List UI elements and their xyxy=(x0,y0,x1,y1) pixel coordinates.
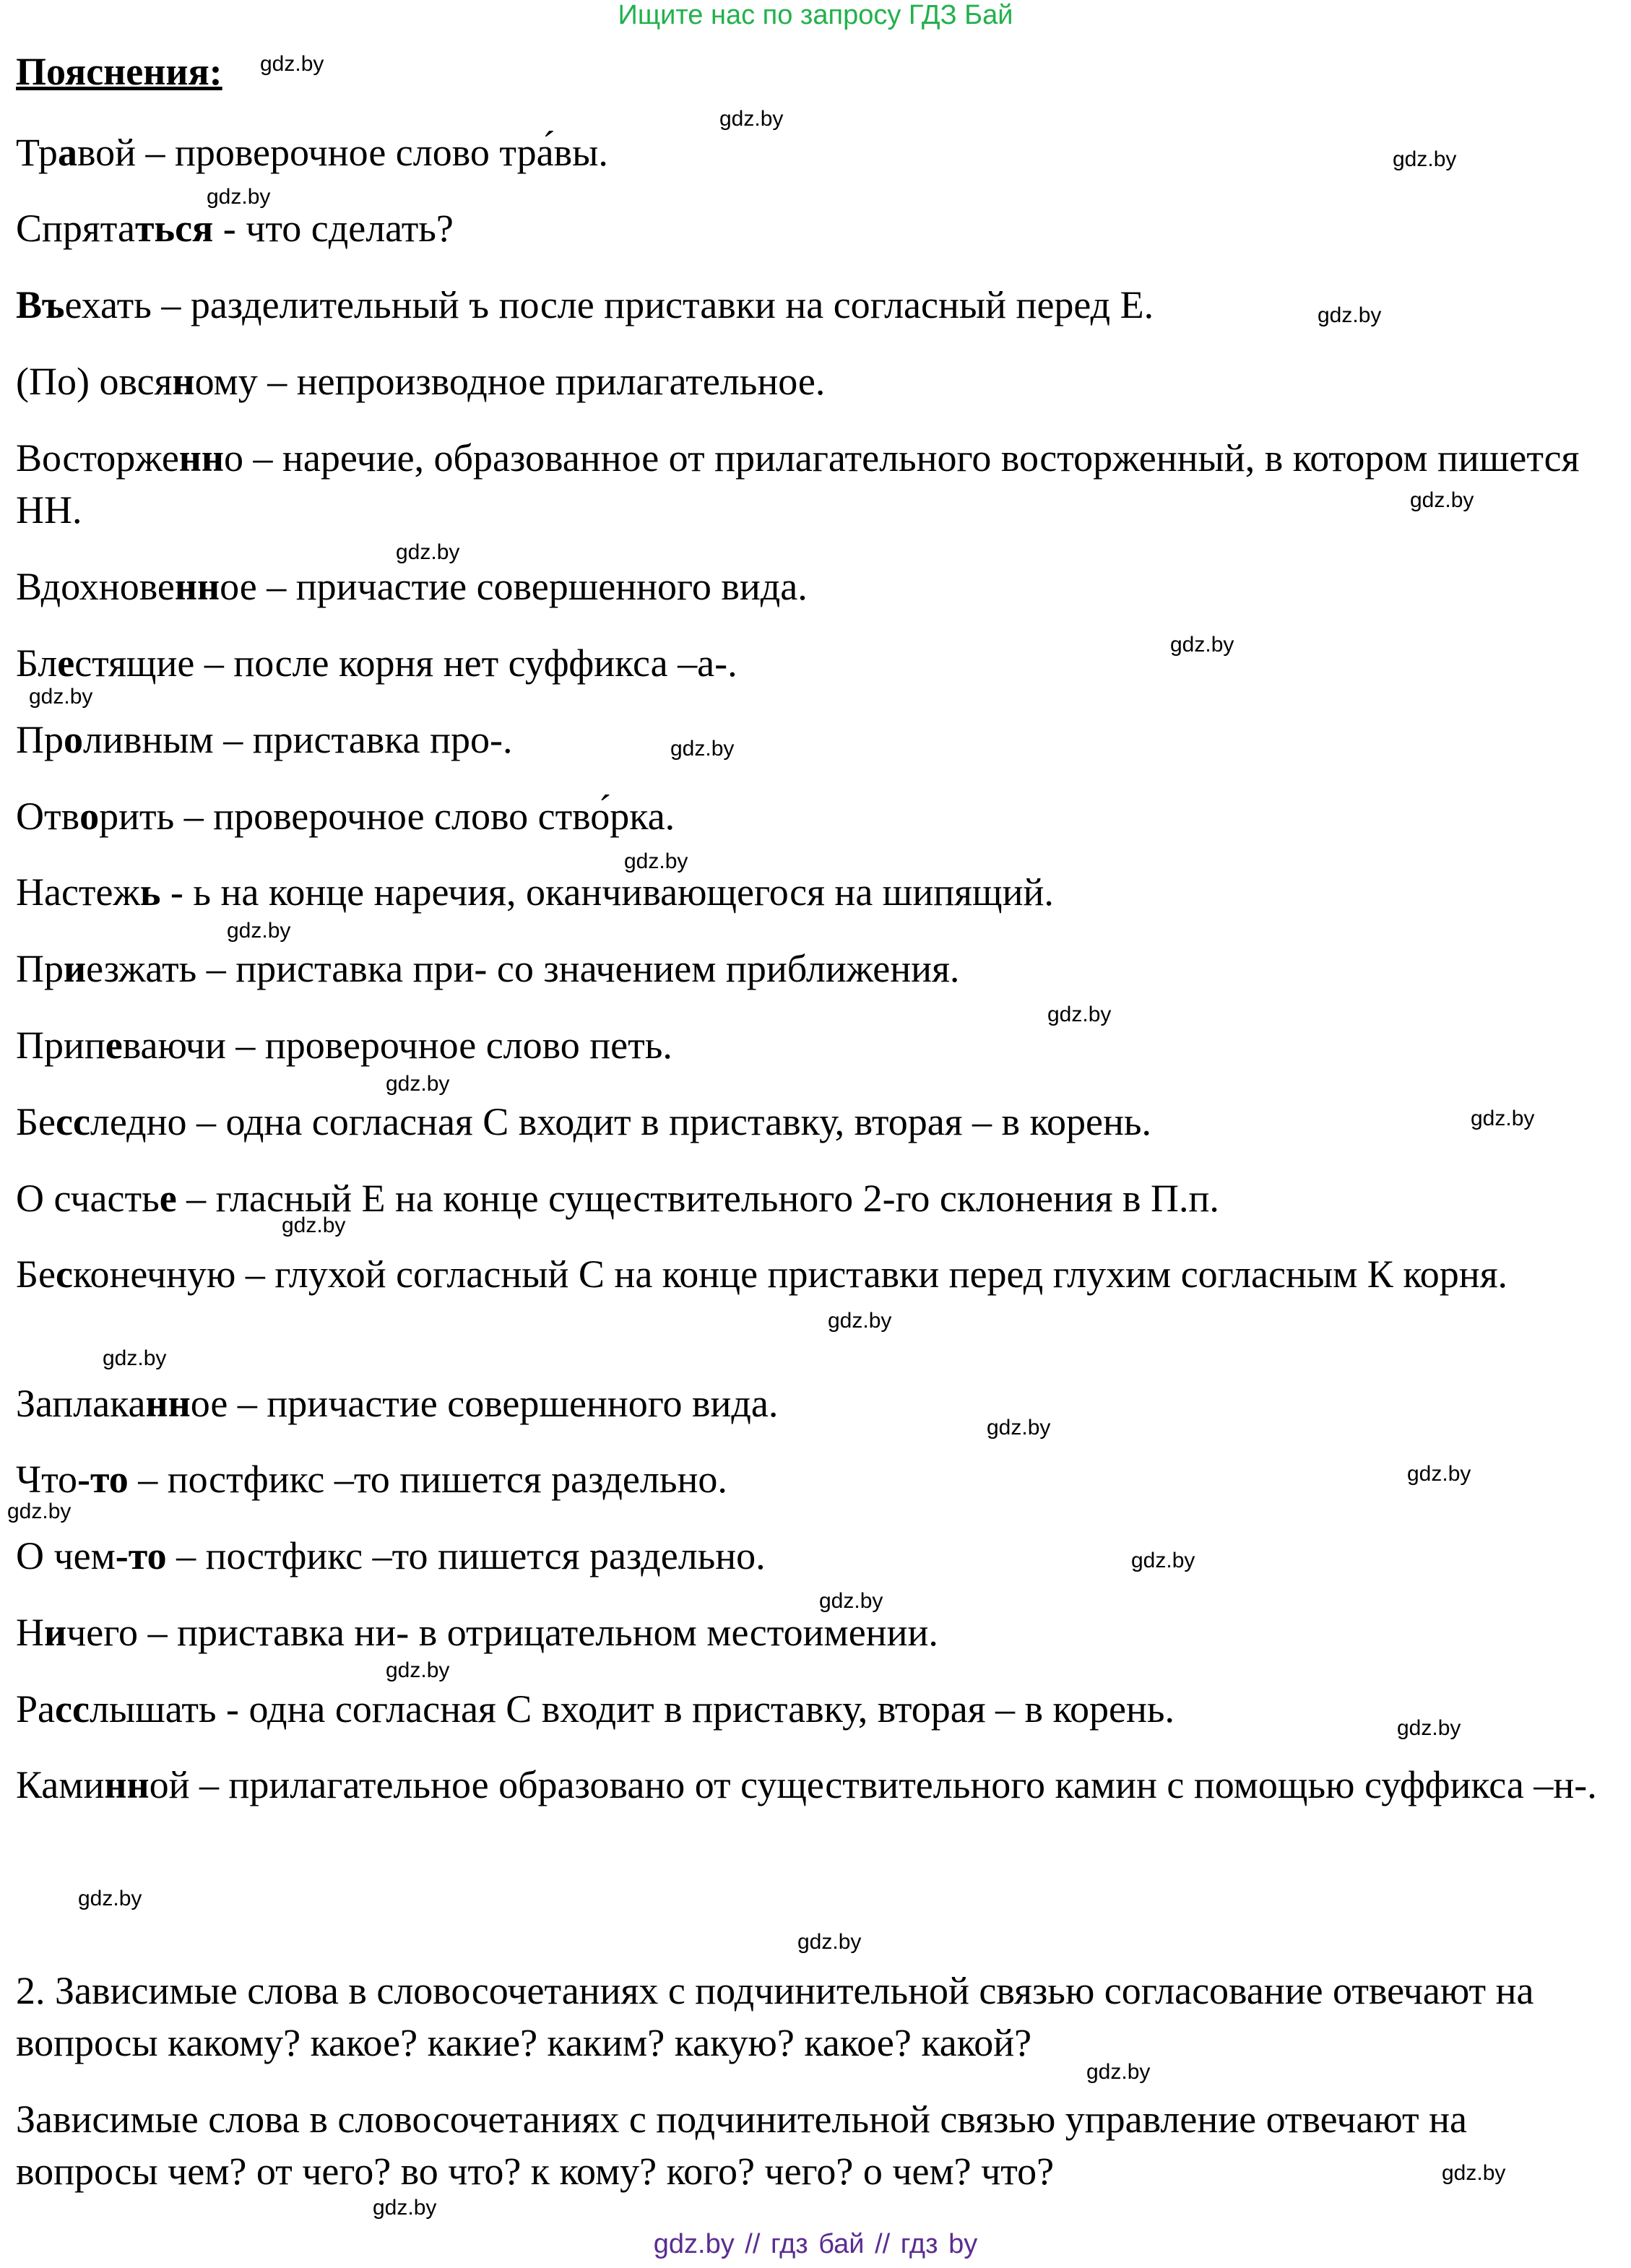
watermark: gdz.by xyxy=(1318,303,1382,327)
explanation-line: Проливным – приставка про-. xyxy=(16,718,513,761)
watermark: gdz.by xyxy=(7,1499,72,1523)
watermark: gdz.by xyxy=(1442,2161,1506,2185)
watermark: gdz.by xyxy=(227,919,291,943)
watermark: gdz.by xyxy=(1410,488,1474,512)
watermark: gdz.by xyxy=(1086,2060,1151,2084)
watermark: gdz.by xyxy=(282,1213,346,1237)
explanation-line: Въехать – разделительный ъ после приставки на согласный перед Е. xyxy=(16,283,1154,326)
watermark: gdz.by xyxy=(103,1346,167,1370)
watermark: gdz.by xyxy=(386,1072,450,1096)
explanation-line: (По) овсяному – непроизводное прилагательное. xyxy=(16,360,826,403)
watermark: gdz.by xyxy=(1471,1107,1535,1130)
watermark: gdz.by xyxy=(78,1887,142,1910)
watermark: gdz.by xyxy=(1170,633,1234,657)
page-heading: Пояснения: xyxy=(16,50,222,93)
explanation-line: Спрятаться - что сделать? xyxy=(16,207,454,250)
explanation-line: Отворить – проверочное слово ство́рка. xyxy=(16,795,675,838)
explanation-line: Расслышать - одна согласная С входит в приставку, вторая – в корень. xyxy=(16,1687,1175,1731)
watermark: gdz.by xyxy=(624,849,688,873)
explanation-line: Заплаканное – причастие совершенного вида. xyxy=(16,1382,779,1425)
watermark: gdz.by xyxy=(29,685,93,709)
top-banner[interactable]: Ищите нас по запросу ГДЗ Бай xyxy=(618,0,1013,30)
watermark: gdz.by xyxy=(797,1930,862,1954)
watermark: gdz.by xyxy=(670,737,735,761)
watermark: gdz.by xyxy=(987,1416,1051,1440)
explanation-line: Приезжать – приставка при- со значением приближения. xyxy=(16,947,960,990)
footer-links[interactable]: gdz.by // гдз бай // гдз by xyxy=(653,2229,978,2259)
explanation-line: Бесконечную – глухой согласный С на конце приставки перед глухим согласным К корня. xyxy=(16,1252,1508,1296)
watermark: gdz.by xyxy=(1407,1462,1471,1486)
watermark: gdz.by xyxy=(819,1589,883,1613)
watermark: gdz.by xyxy=(396,540,460,564)
explanation-line: Травой – проверочное слово тра́вы. xyxy=(16,131,608,174)
explanation-line: Вдохновенное – причастие совершенного вида. xyxy=(16,565,808,608)
explanation-line: Блестящие – после корня нет суффикса –а-. xyxy=(16,641,737,685)
explanation-line: Что-то – постфикс –то пишется раздельно. xyxy=(16,1458,727,1501)
explanation-line: Каминной – прилагательное образовано от существительного камин с помощью суффикса –н-. xyxy=(16,1763,1597,1806)
section2-paragraph-1: 2. Зависимые слова в словосочетаниях с подчинительной связью согласование отвечают на вопросы какому? какое? какие? каким? какую? какое? какой? xyxy=(16,1969,1534,2064)
watermark: gdz.by xyxy=(260,52,324,76)
watermark: gdz.by xyxy=(1397,1716,1461,1740)
explanation-line: О счастье – гласный Е на конце существительного 2-го склонения в П.п. xyxy=(16,1177,1219,1220)
watermark: gdz.by xyxy=(719,107,784,131)
explanation-line: Припеваючи – проверочное слово петь. xyxy=(16,1023,672,1067)
explanation-line: О чем-то – постфикс –то пишется раздельно. xyxy=(16,1534,766,1577)
watermark: gdz.by xyxy=(386,1658,450,1682)
explanation-line: Бесследно – одна согласная С входит в приставку, вторая – в корень. xyxy=(16,1100,1151,1143)
watermark: gdz.by xyxy=(1393,147,1457,171)
explanation-line: Восторженно – наречие, образованное от прилагательного восторженный, в котором пишется НН. xyxy=(16,436,1580,532)
explanation-line: Ничего – приставка ни- в отрицательном местоимении. xyxy=(16,1611,938,1654)
watermark: gdz.by xyxy=(1131,1549,1195,1572)
watermark: gdz.by xyxy=(373,2196,437,2220)
watermark: gdz.by xyxy=(207,185,271,209)
section2-paragraph-2: Зависимые слова в словосочетаниях с подчинительной связью управление отвечают на вопросы чем? от чего? во что? к кому? кого? чего? о чем? что? xyxy=(16,2098,1468,2193)
watermark: gdz.by xyxy=(1047,1003,1112,1026)
watermark: gdz.by xyxy=(828,1309,892,1333)
explanation-line: Настежь - ь на конце наречия, оканчивающегося на шипящий. xyxy=(16,870,1054,914)
